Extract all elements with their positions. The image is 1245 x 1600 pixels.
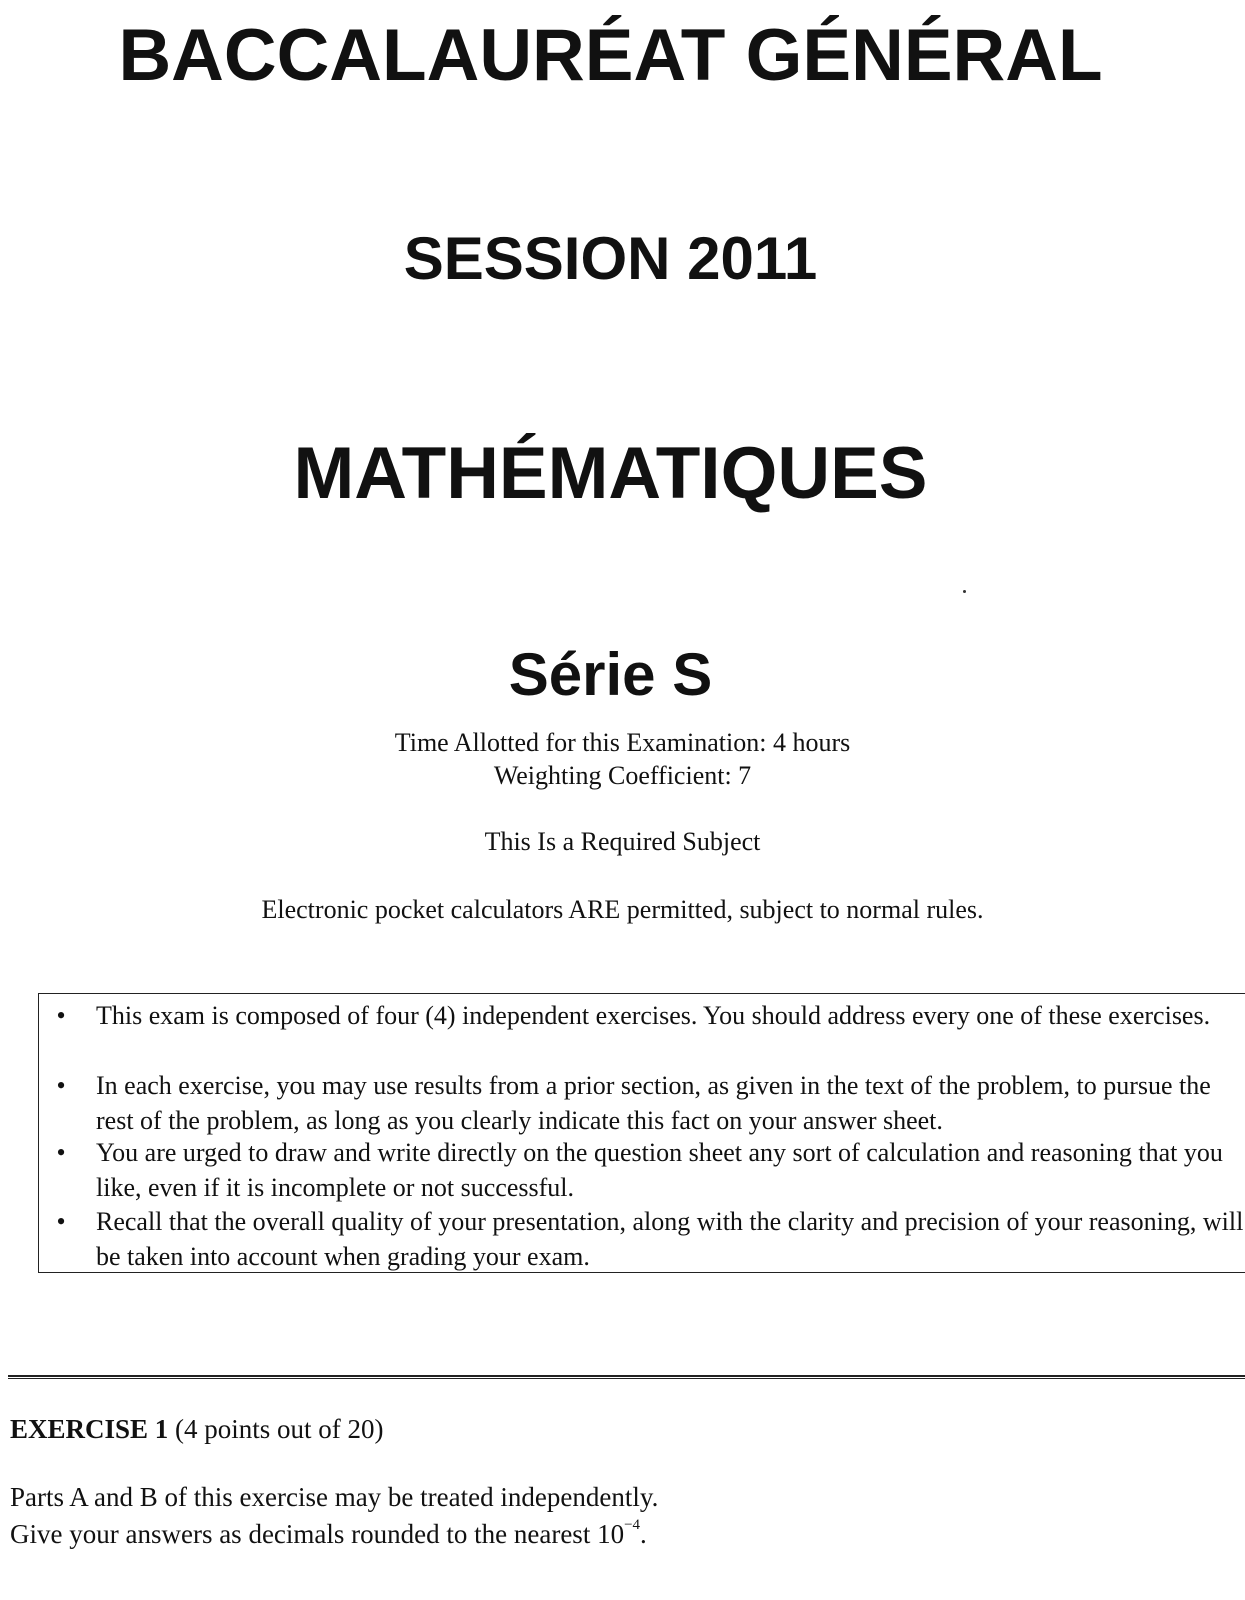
exam-title: BACCALAURÉAT GÉNÉRAL — [118, 15, 1103, 96]
rounding-prefix: Give your answers as decimals rounded to the nearest 10 — [10, 1519, 625, 1549]
bullet-icon: • — [56, 1071, 66, 1100]
rounding-suffix: . — [640, 1519, 647, 1549]
bullet-icon: • — [56, 1138, 66, 1167]
subject-title: MATHÉMATIQUES — [293, 433, 928, 514]
instruction-text: This exam is composed of four (4) independent exercises. You should address every one of these exercises. — [96, 1001, 1211, 1030]
required-subject: This Is a Required Subject — [484, 827, 761, 856]
exercise-heading — [10, 1414, 384, 1445]
instruction-text: Recall that the overall quality of your presentation, along with the clarity and precision of your reasoning, will be taken into account when grading your exam. — [96, 1207, 1244, 1271]
section-divider — [8, 1375, 1245, 1379]
rounding-instruction — [10, 1519, 647, 1550]
calculator-notice: Electronic pocket calculators ARE permitted, subject to normal rules. — [261, 895, 984, 924]
series-title: Série S — [508, 641, 713, 708]
instruction-text: You are urged to draw and write directly on the question sheet any sort of calculation and reasoning that you like, even if it is incomplete or not successful. — [96, 1138, 1223, 1202]
exercise-points: (4 points out of 20) — [175, 1414, 384, 1444]
instruction-text: In each exercise, you may use results from a prior section, as given in the text of the problem, to pursue the rest of the problem, as long as you clearly indicate this fact on your answer sheet. — [96, 1071, 1211, 1135]
bullet-icon: • — [56, 1001, 66, 1030]
time-allotted: Time Allotted for this Examination: 4 hours — [394, 728, 851, 757]
session-title: SESSION 2011 — [403, 225, 818, 292]
exercise-label: EXERCISE 1 — [10, 1414, 169, 1444]
bullet-icon: • — [56, 1207, 66, 1236]
instructions-box — [38, 993, 1245, 1273]
scan-speck — [963, 590, 966, 593]
weighting-coefficient: Weighting Coefficient: 7 — [493, 761, 752, 790]
rounding-exponent: −4 — [624, 1517, 641, 1533]
exercise-intro: Parts A and B of this exercise may be treated independently. — [10, 1482, 659, 1512]
